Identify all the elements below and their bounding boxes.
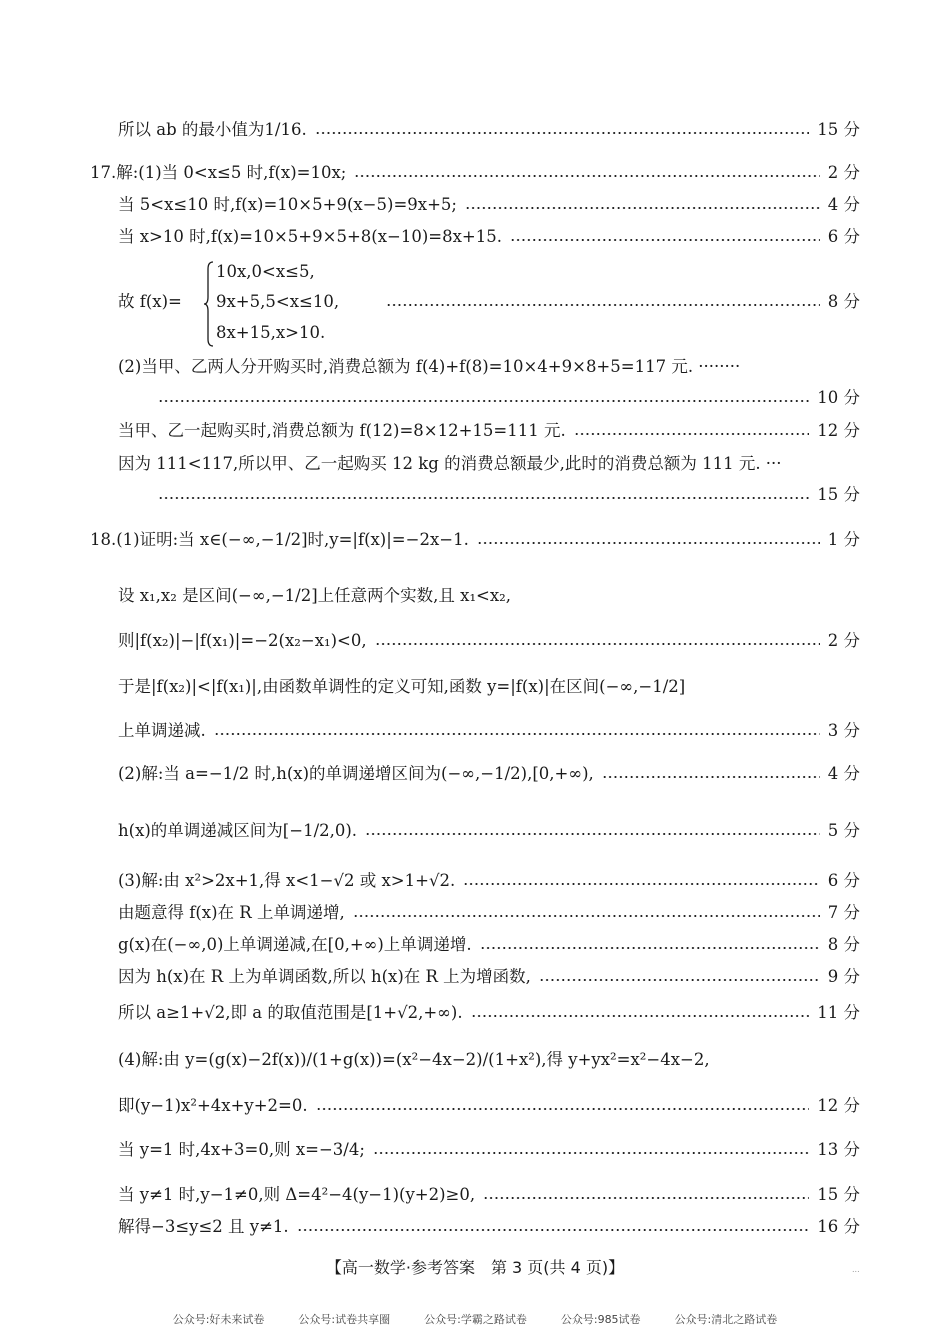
- line-text: 所以 ab 的最小值为1/16.: [118, 120, 307, 139]
- line-text: 由题意得 f(x)在 R 上单调递增,: [118, 903, 345, 922]
- dot-leader: [477, 542, 820, 544]
- dot-leader: [471, 1015, 810, 1017]
- dot-leader: [480, 947, 820, 949]
- brace-icon: [204, 261, 214, 347]
- case-line: 9x+5,5<x≤10,: [216, 292, 340, 311]
- dot-leader: [375, 643, 820, 645]
- line-text: 所以 a≥1+√2,即 a 的取值范围是[1+√2,+∞).: [118, 1003, 463, 1022]
- line-text: 即(y−1)x²+4x+y+2=0.: [118, 1096, 308, 1115]
- dot-leader: [386, 304, 820, 306]
- page-footer: 【高一数学·参考答案 第 3 页(共 4 页)】: [325, 1258, 625, 1277]
- score: 4 分: [827, 764, 860, 783]
- score: 15 分: [817, 485, 860, 504]
- answer-line: [118, 762, 860, 786]
- answer-line: [118, 1215, 860, 1239]
- line-text: (2)当甲、乙两人分开购买时,消费总额为 f(4)+f(8)=10×4+9×8+5=117 元. ········: [118, 357, 741, 376]
- answer-line: [118, 901, 860, 925]
- answer-line: [118, 452, 860, 476]
- dot-leader: [465, 207, 820, 209]
- line-text: 故 f(x)=: [118, 292, 182, 311]
- answer-line: [118, 386, 860, 410]
- answer-line: [118, 1048, 860, 1072]
- dot-leader: [483, 1197, 809, 1199]
- answer-line: [118, 355, 860, 379]
- score: 5 分: [827, 821, 860, 840]
- answer-line: [118, 584, 860, 608]
- score: 4 分: [827, 195, 860, 214]
- watermark-text: 公众号:清北之路试卷: [674, 1313, 778, 1326]
- dot-leader: [539, 979, 820, 981]
- dot-leader: [574, 433, 810, 435]
- answer-line: [118, 225, 860, 249]
- dot-leader: [297, 1229, 810, 1231]
- score: 15 分: [817, 1185, 860, 1204]
- line-text: (2)解:当 a=−1/2 时,h(x)的单调递增区间为(−∞,−1/2),[0,+∞),: [118, 764, 594, 783]
- line-text: 18.(1)证明:当 x∈(−∞,−1/2]时,y=|f(x)|=−2x−1.: [90, 530, 469, 549]
- dot-leader: [315, 132, 810, 134]
- dot-leader: [602, 776, 820, 778]
- case-line: 10x,0<x≤5,: [216, 262, 315, 281]
- dot-leader: [510, 239, 820, 241]
- score: 8 分: [827, 935, 860, 954]
- answer-line: [118, 719, 860, 743]
- line-text: 解得−3≤y≤2 且 y≠1.: [118, 1217, 289, 1236]
- line-text: h(x)的单调递减区间为[−1/2,0).: [118, 821, 358, 840]
- answer-line: [118, 819, 860, 843]
- line-text: 当 y≠1 时,y−1≠0,则 Δ=4²−4(y−1)(y+2)≥0,: [118, 1185, 476, 1204]
- line-text: 则|f(x₂)|−|f(x₁)|=−2(x₂−x₁)<0,: [118, 631, 367, 650]
- answer-line: [118, 675, 860, 699]
- score: 3 分: [827, 721, 860, 740]
- case-line: 8x+15,x>10.: [216, 323, 326, 342]
- score: 11 分: [817, 1003, 860, 1022]
- line-text: 因为 h(x)在 R 上为单调函数,所以 h(x)在 R 上为增函数,: [118, 967, 531, 986]
- line-text: 于是|f(x₂)|<|f(x₁)|,由函数单调性的定义可知,函数 y=|f(x)|在区间(−∞,−1/2]: [118, 677, 686, 696]
- line-text: 当 y=1 时,4x+3=0,则 x=−3/4;: [118, 1140, 365, 1159]
- line-text: 因为 111<117,所以甲、乙一起购买 12 kg 的消费总额最少,此时的消费总额为 111 元. ···: [118, 454, 782, 473]
- score: 7 分: [827, 903, 860, 922]
- answer-line: [118, 1138, 860, 1162]
- answer-line: [118, 193, 860, 217]
- line-text: 当 5<x≤10 时,f(x)=10×5+9(x−5)=9x+5;: [118, 195, 457, 214]
- score: 6 分: [827, 871, 860, 890]
- score: 10 分: [817, 388, 860, 407]
- dot-leader: [373, 1152, 809, 1154]
- corner-mark: ...: [852, 1265, 860, 1274]
- line-text: 上单调递减.: [118, 721, 206, 740]
- answer-line: [118, 1001, 860, 1025]
- answer-line: [90, 161, 860, 185]
- line-text: 设 x₁,x₂ 是区间(−∞,−1/2]上任意两个实数,且 x₁<x₂,: [118, 586, 512, 605]
- score: 13 分: [817, 1140, 860, 1159]
- answer-line: [118, 419, 860, 443]
- dot-leader: [158, 400, 809, 402]
- answer-line: [118, 1183, 860, 1207]
- score: 12 分: [817, 1096, 860, 1115]
- dot-leader: [214, 733, 820, 735]
- answer-line: [118, 933, 860, 957]
- answer-line: [118, 965, 860, 989]
- dot-leader: [158, 497, 809, 499]
- score: 15 分: [817, 120, 860, 139]
- score: 2 分: [827, 163, 860, 182]
- score: 16 分: [817, 1217, 860, 1236]
- score: 12 分: [817, 421, 860, 440]
- answer-line: [118, 869, 860, 893]
- dot-leader: [463, 883, 820, 885]
- watermark-text: 公众号:好未来试卷: [172, 1313, 265, 1326]
- line-text: 当甲、乙一起购买时,消费总额为 f(12)=8×12+15=111 元.: [118, 421, 566, 440]
- dot-leader: [365, 833, 820, 835]
- score: 1 分: [827, 530, 860, 549]
- score: 9 分: [827, 967, 860, 986]
- line-text: g(x)在(−∞,0)上单调递减,在[0,+∞)上单调递增.: [118, 935, 472, 954]
- score: 8 分: [827, 292, 860, 311]
- line-text: (3)解:由 x²>2x+1,得 x<1−√2 或 x>1+√2.: [118, 871, 456, 890]
- answer-line: [118, 629, 860, 653]
- watermark-text: 公众号:985试卷: [560, 1313, 641, 1326]
- score: 2 分: [827, 631, 860, 650]
- dot-leader: [353, 915, 820, 917]
- line-text: 当 x>10 时,f(x)=10×5+9×5+8(x−10)=8x+15.: [118, 227, 502, 246]
- watermark-row: [0, 1311, 950, 1327]
- answer-line: [90, 528, 860, 552]
- dot-leader: [316, 1108, 810, 1110]
- answer-line: [118, 1094, 860, 1118]
- line-text: 17.解:(1)当 0<x≤5 时,f(x)=10x;: [90, 163, 347, 182]
- watermark-text: 公众号:学霸之路试卷: [424, 1313, 527, 1326]
- watermark-text: 公众号:试卷共享圈: [298, 1313, 391, 1326]
- line-text: (4)解:由 y=(g(x)−2f(x))/(1+g(x))=(x²−4x−2)/(1+x²),得 y+yx²=x²−4x−2,: [118, 1050, 710, 1069]
- score: 6 分: [827, 227, 860, 246]
- answer-line: [118, 483, 860, 507]
- dot-leader: [354, 175, 819, 177]
- answer-line: [118, 118, 860, 142]
